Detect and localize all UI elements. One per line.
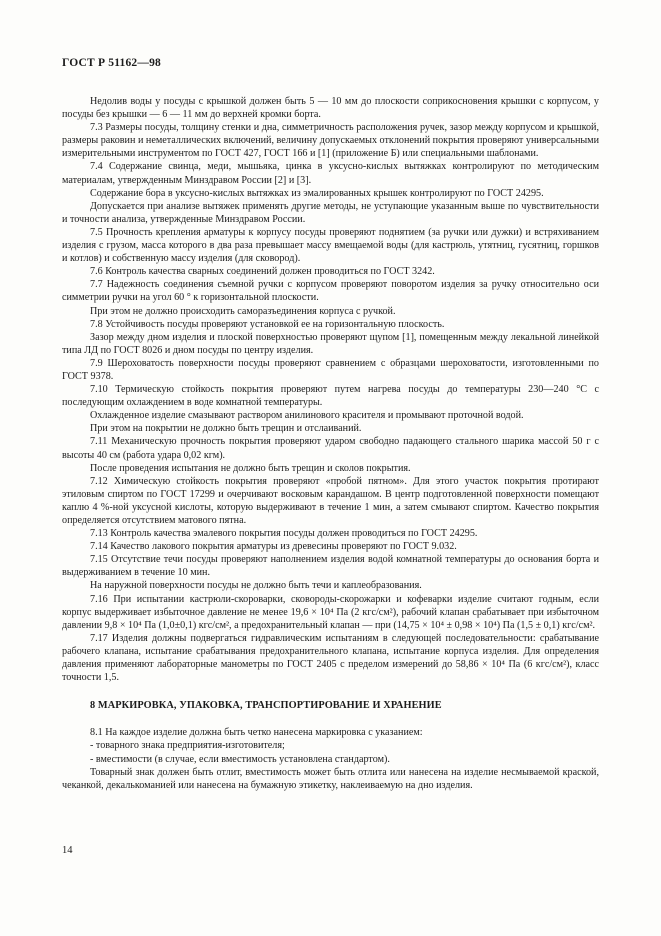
paragraph: Содержание бора в уксусно-кислых вытяжках из эмалированных крышек контролируют по ГОСТ 24295. xyxy=(90,187,544,199)
paragraph: 7.5 Прочность крепления арматуры к корпусу посуды проверяют поднятием (за ручки или дужки) и встряхиванием изделия с грузом, масса которого в два раза превышает массу вмещаемой воды (для кастрюль, утятниц, гусятниц, горшков и котлов) и собственную массу изделия (для сковород). xyxy=(62,226,599,265)
paragraph: 7.15 Отсутствие течи посуды проверяют наполнением изделия водой комнатной температуры до основания борта и выдерживанием в течение 10 мин. xyxy=(62,554,599,579)
page-number: 14 xyxy=(62,845,73,856)
paragraph: 7.17 Изделия должны подвергаться гидравлическим испытаниям в следующей последовательности: срабатывание рабочего клапана, испытание срабатывания предохранительного клапана, испытание корпуса изделия. Для определения давления применяют лабораторные манометры по ГОСТ 2405 с пределом измерений до 58,86 × 10⁴ Па (6 кгс/см²), класс точности 1,5. xyxy=(62,632,599,684)
paragraph: 7.6 Контроль качества сварных соединений должен проводиться по ГОСТ 3242. xyxy=(90,266,435,278)
paragraph: 7.13 Контроль качества эмалевого покрытия посуды должен проводиться по ГОСТ 24295. xyxy=(90,528,478,540)
list-item: - товарного знака предприятия-изготовителя; xyxy=(90,740,285,752)
paragraph: На наружной поверхности посуды не должно быть течи и каплеобразования. xyxy=(90,580,422,592)
document-header: ГОСТ Р 51162—98 xyxy=(62,57,161,69)
document-body xyxy=(62,95,599,792)
paragraph: 7.14 Качество лакового покрытия арматуры из древесины проверяют по ГОСТ 9.032. xyxy=(90,541,457,553)
paragraph: 7.9 Шероховатость поверхности посуды проверяют сравнением с образцами шероховатости, изготовленными по ГОСТ 9378. xyxy=(62,357,599,382)
paragraph: 7.11 Механическую прочность покрытия проверяют ударом свободно падающего стального шарика массой 50 г с высоты 40 см (работа удара 0,02 кгм). xyxy=(62,436,599,461)
paragraph: Товарный знак должен быть отлит, вместимость может быть отлита или нанесена на изделие несмываемой краской, чеканкой, декалькоманией или нанесена на бумажную этикетку, наклеиваемую на дно изделия. xyxy=(62,766,599,791)
paragraph: 8.1 На каждое изделие должна быть четко нанесена маркировка с указанием: xyxy=(90,727,423,739)
paragraph: Недолив воды у посуды с крышкой должен быть 5 — 10 мм до плоскости соприкосновения крышки с корпусом, у посуды без крышки — 6 — 11 мм до верхней кромки борта. xyxy=(62,96,599,121)
paragraph: 7.7 Надежность соединения съемной ручки с корпусом проверяют поворотом изделия за ручку относительно оси симметрии ручки на угол 60 ° к горизонтальной плоскости. xyxy=(62,279,599,304)
paragraph: 7.10 Термическую стойкость покрытия проверяют путем нагрева посуды до температуры 230—240 °С с последующим охлаждением в воде комнатной температуры. xyxy=(62,384,599,409)
paragraph: 7.8 Устойчивость посуды проверяют установкой ее на горизонтальную плоскость. xyxy=(90,318,445,330)
paragraph: Зазор между дном изделия и плоской поверхностью проверяют щупом [1], помещенным между лекальной линейкой типа ЛД по ГОСТ 8026 и дном посуды по центру изделия. xyxy=(62,331,599,356)
paragraph: Допускается при анализе вытяжек применять другие методы, не уступающие указанным выше по чувствительности и точности анализа, утвержденные Минздравом России. xyxy=(62,200,599,225)
paragraph: После проведения испытания не должно быть трещин и сколов покрытия. xyxy=(90,462,411,474)
paragraph: При этом не должно происходить саморазъединения корпуса с ручкой. xyxy=(90,305,396,317)
list-item: - вместимости (в случае, если вместимость установлена стандартом). xyxy=(90,753,390,765)
paragraph: 7.16 При испытании кастрюли-скороварки, сковороды-скорожарки и кофеварки изделие считают годным, если корпус выдерживает избыточное давление не менее 19,6 × 10⁴ Па (2 кгс/см²), рабочий клапан срабатывает при избыточном давлении 9,8 × 10⁴ Па (1,0±0,1) кгс/см², а предохранительный клапан — при (14,75 × 10⁴ ± 0,98 × 10⁴) Па (1,5 ± 0,1) кгс/см². xyxy=(62,593,599,631)
paragraph: При этом на покрытии не должно быть трещин и отслаиваний. xyxy=(90,423,362,435)
paragraph: Охлажденное изделие смазывают раствором анилинового красителя и промывают проточной водой. xyxy=(90,410,524,422)
section-heading: 8 МАРКИРОВКА, УПАКОВКА, ТРАНСПОРТИРОВАНИЕ И ХРАНЕНИЕ xyxy=(90,700,442,712)
paragraph: 7.4 Содержание свинца, меди, мышьяка, цинка в уксусно-кислых вытяжках контролируют по методическим материалам, утвержденным Минздравом России [2] и [3]. xyxy=(62,161,599,186)
paragraph: 7.3 Размеры посуды, толщину стенки и дна, симметричность расположения ручек, зазор между корпусом и крышкой, размеры раковин и неметаллических включений, величину допускаемых отклонений покрытия проверяют универсальными измерительными инструментом по ГОСТ 427, ГОСТ 166 и [1] (приложение Б) или специальными шаблонами. xyxy=(62,122,599,160)
paragraph: 7.12 Химическую стойкость покрытия проверяют «пробой пятном». Для этого участок покрытия протирают этиловым спиртом по ГОСТ 17299 и очерчивают восковым карандашом. В центр подготовленной поверхности помещают каплю 4 %-ной уксусной кислоты, которую выдерживают в течение 1 мин, а затем смывают спиртом. Качество покрытия определяется отсутствием матового пятна. xyxy=(62,475,599,526)
